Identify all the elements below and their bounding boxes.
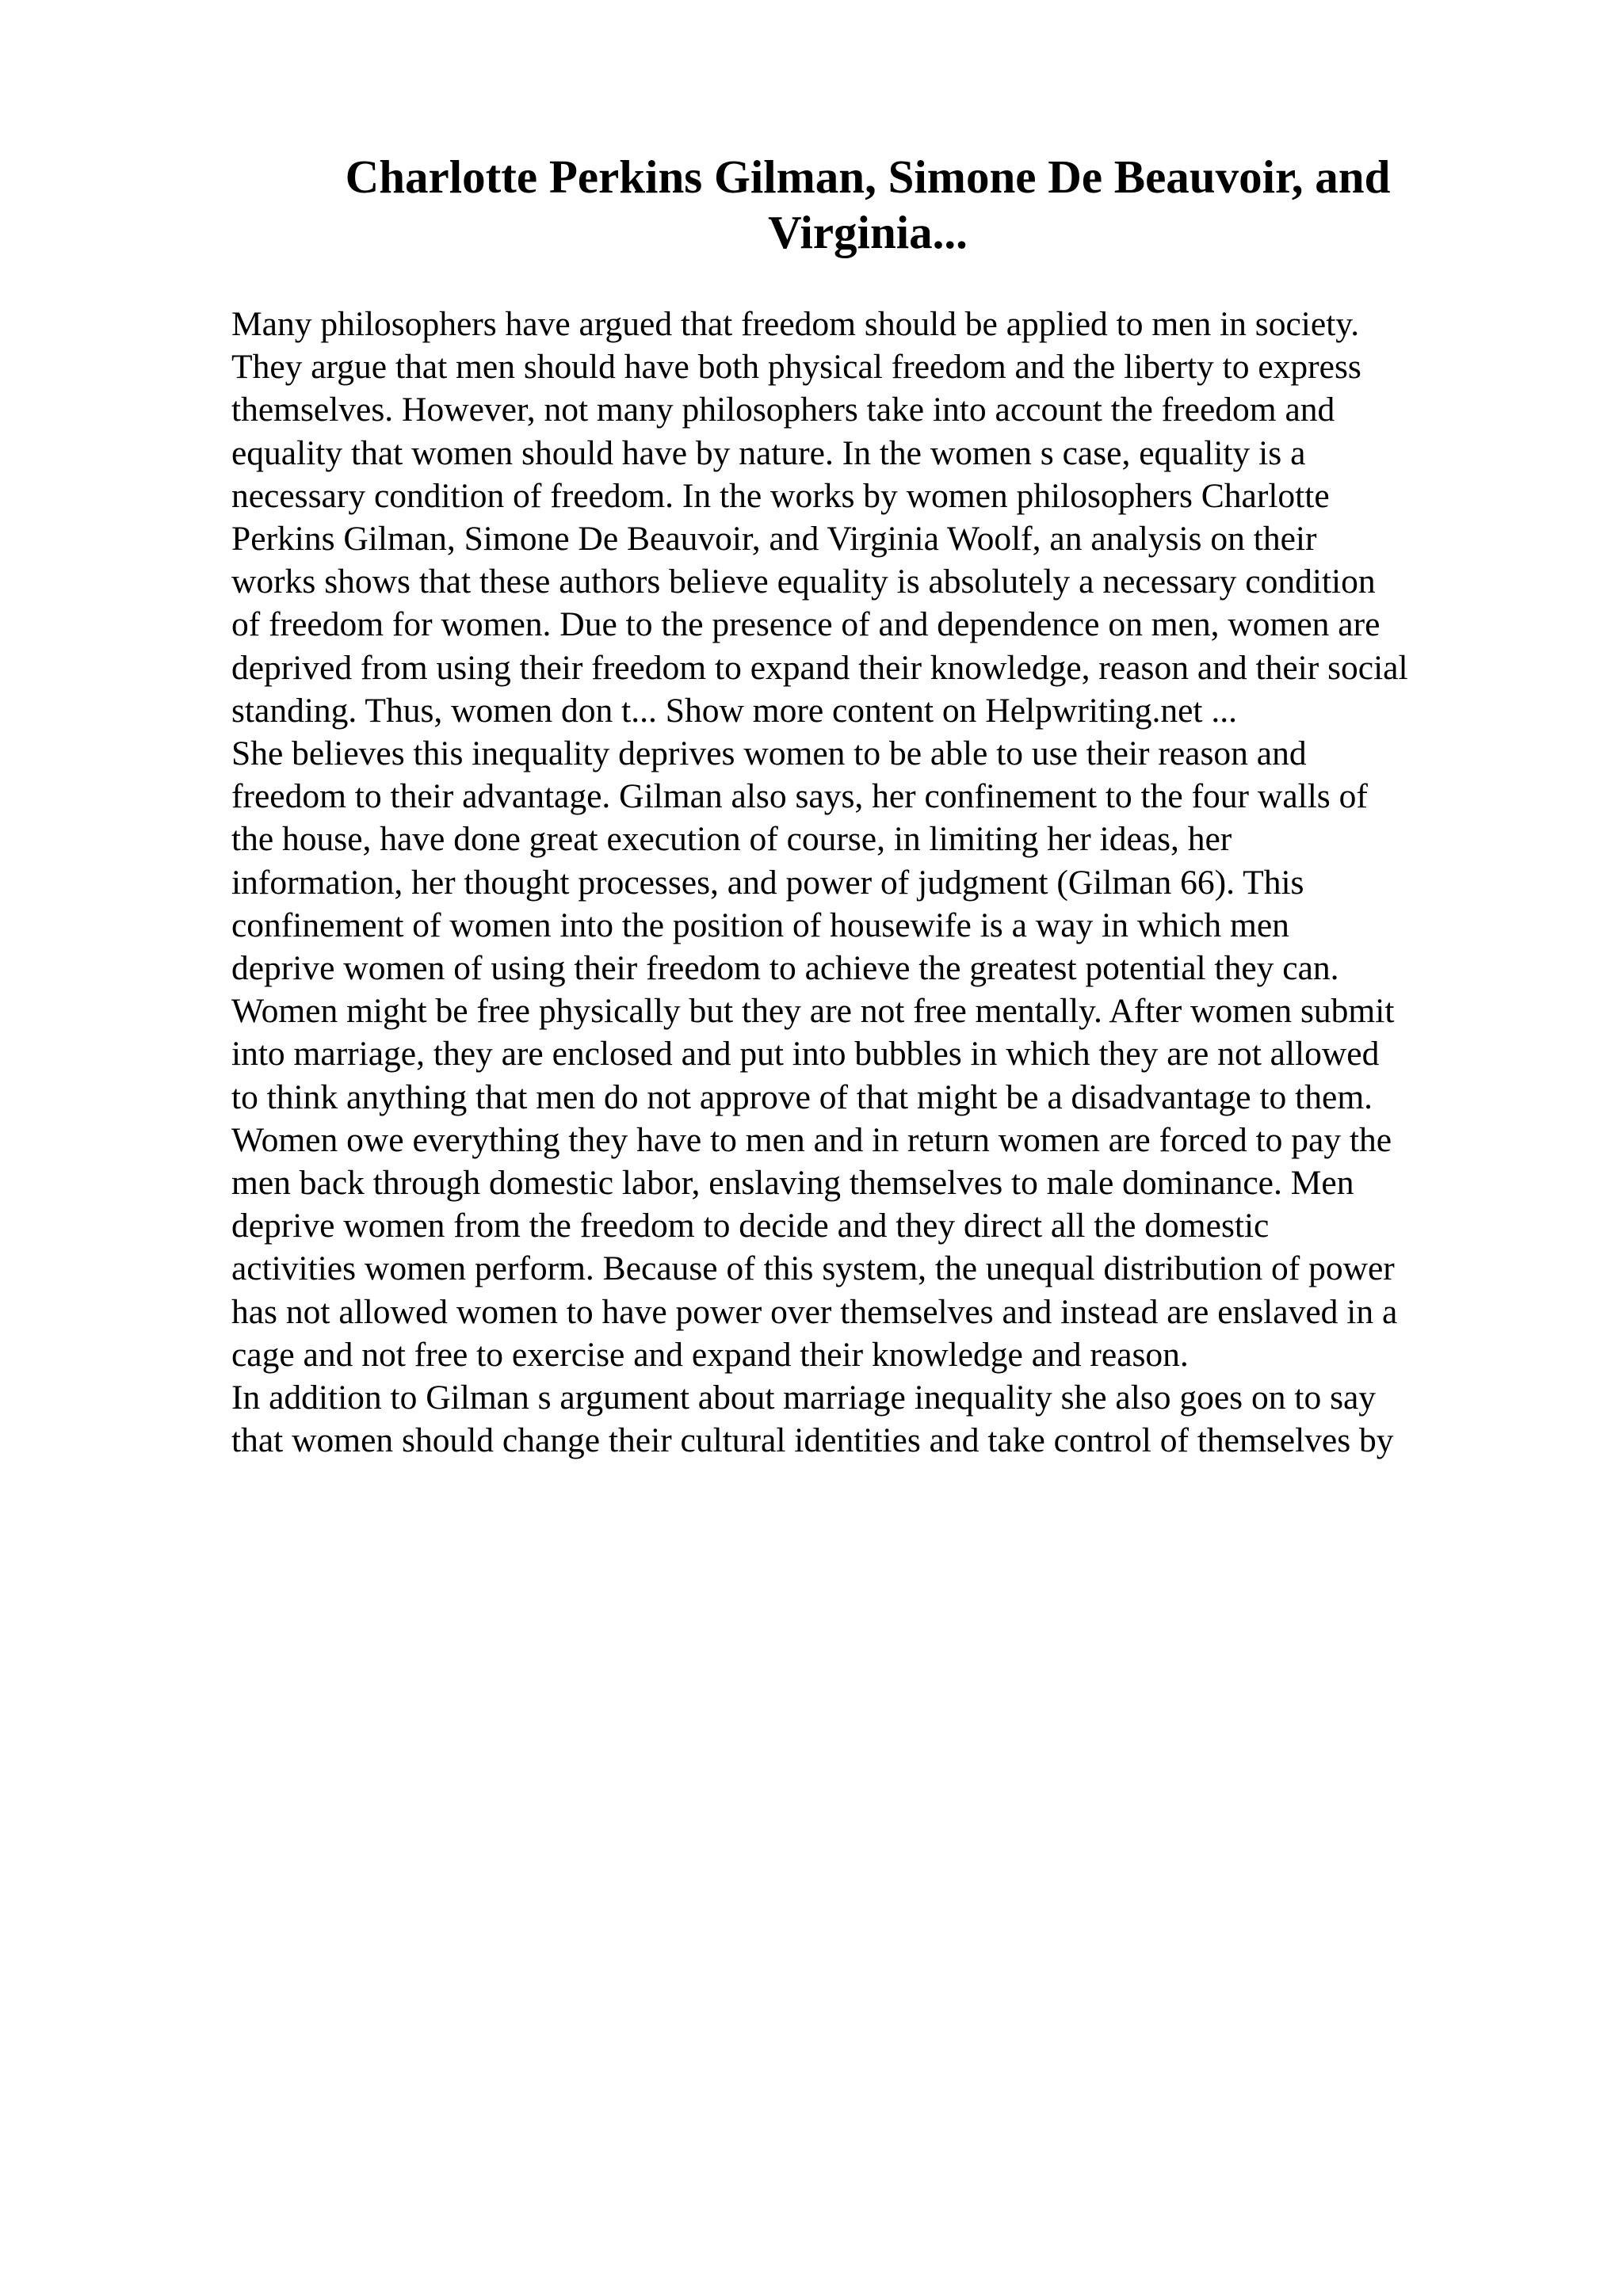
body-line: men back through domestic labor, enslaving themselves to male dominance. Men (231, 1164, 1354, 1203)
body-line: information, her thought processes, and power of judgment (Gilman 66). This (231, 863, 1304, 902)
body-line: the house, have done great execution of course, in limiting her ideas, her (231, 820, 1232, 859)
body-line: activities women perform. Because of this system, the unequal distribution of power (231, 1249, 1395, 1288)
body-line: deprived from using their freedom to expand their knowledge, reason and their social (231, 648, 1408, 687)
body-line: She believes this inequality deprives women to be able to use their reason and (231, 734, 1307, 773)
title-line: Charlotte Perkins Gilman, Simone De Beauvoir, and (345, 151, 1391, 203)
body-line: that women should change their cultural identities and take control of themselves by (231, 1421, 1394, 1460)
body-line: freedom to their advantage. Gilman also says, her confinement to the four walls of (231, 777, 1368, 816)
body-line: to think anything that men do not approve of that might be a disadvantage to them. (231, 1077, 1373, 1116)
body-line: Women might be free physically but they are not free mentally. After women submit (231, 992, 1395, 1031)
body-line: Many philosophers have argued that freedom should be applied to men in society. (231, 305, 1360, 343)
body-line: necessary condition of freedom. In the works by women philosophers Charlotte (231, 476, 1330, 515)
body-line: equality that women should have by nature. In the women s case, equality is a (231, 433, 1306, 472)
body-line: confinement of women into the position of housewife is a way in which men (231, 906, 1289, 944)
body-line: In addition to Gilman s argument about marriage inequality she also goes on to say (231, 1379, 1377, 1417)
document-title (230, 149, 1506, 260)
body-line: into marriage, they are enclosed and put into bubbles in which they are not allowed (231, 1035, 1380, 1074)
body-line: deprive women from the freedom to decide and they direct all the domestic (231, 1207, 1270, 1245)
body-line: cage and not free to exercise and expand their knowledge and reason. (231, 1335, 1189, 1374)
body-line: Women owe everything they have to men and in return women are forced to pay the (231, 1120, 1392, 1159)
body-line: has not allowed women to have power over themselves and instead are enslaved in a (231, 1292, 1398, 1331)
body-line: standing. Thus, women don t... Show more content on Helpwriting.net ... (231, 691, 1238, 730)
body-line: works shows that these authors believe equality is absolutely a necessary condition (231, 563, 1376, 601)
body-line: deprive women of using their freedom to achieve the greatest potential they can. (231, 949, 1339, 988)
title-line: Virginia... (768, 206, 968, 258)
body-line: of freedom for women. Due to the presence of and dependence on men, women are (231, 605, 1381, 644)
body-line: They argue that men should have both physical freedom and the liberty to express (231, 348, 1361, 387)
body-line: Perkins Gilman, Simone De Beauvoir, and Virginia Woolf, an analysis on their (231, 520, 1317, 559)
body-line: themselves. However, not many philosophers take into account the freedom and (231, 391, 1335, 429)
document-body (231, 303, 1499, 1462)
